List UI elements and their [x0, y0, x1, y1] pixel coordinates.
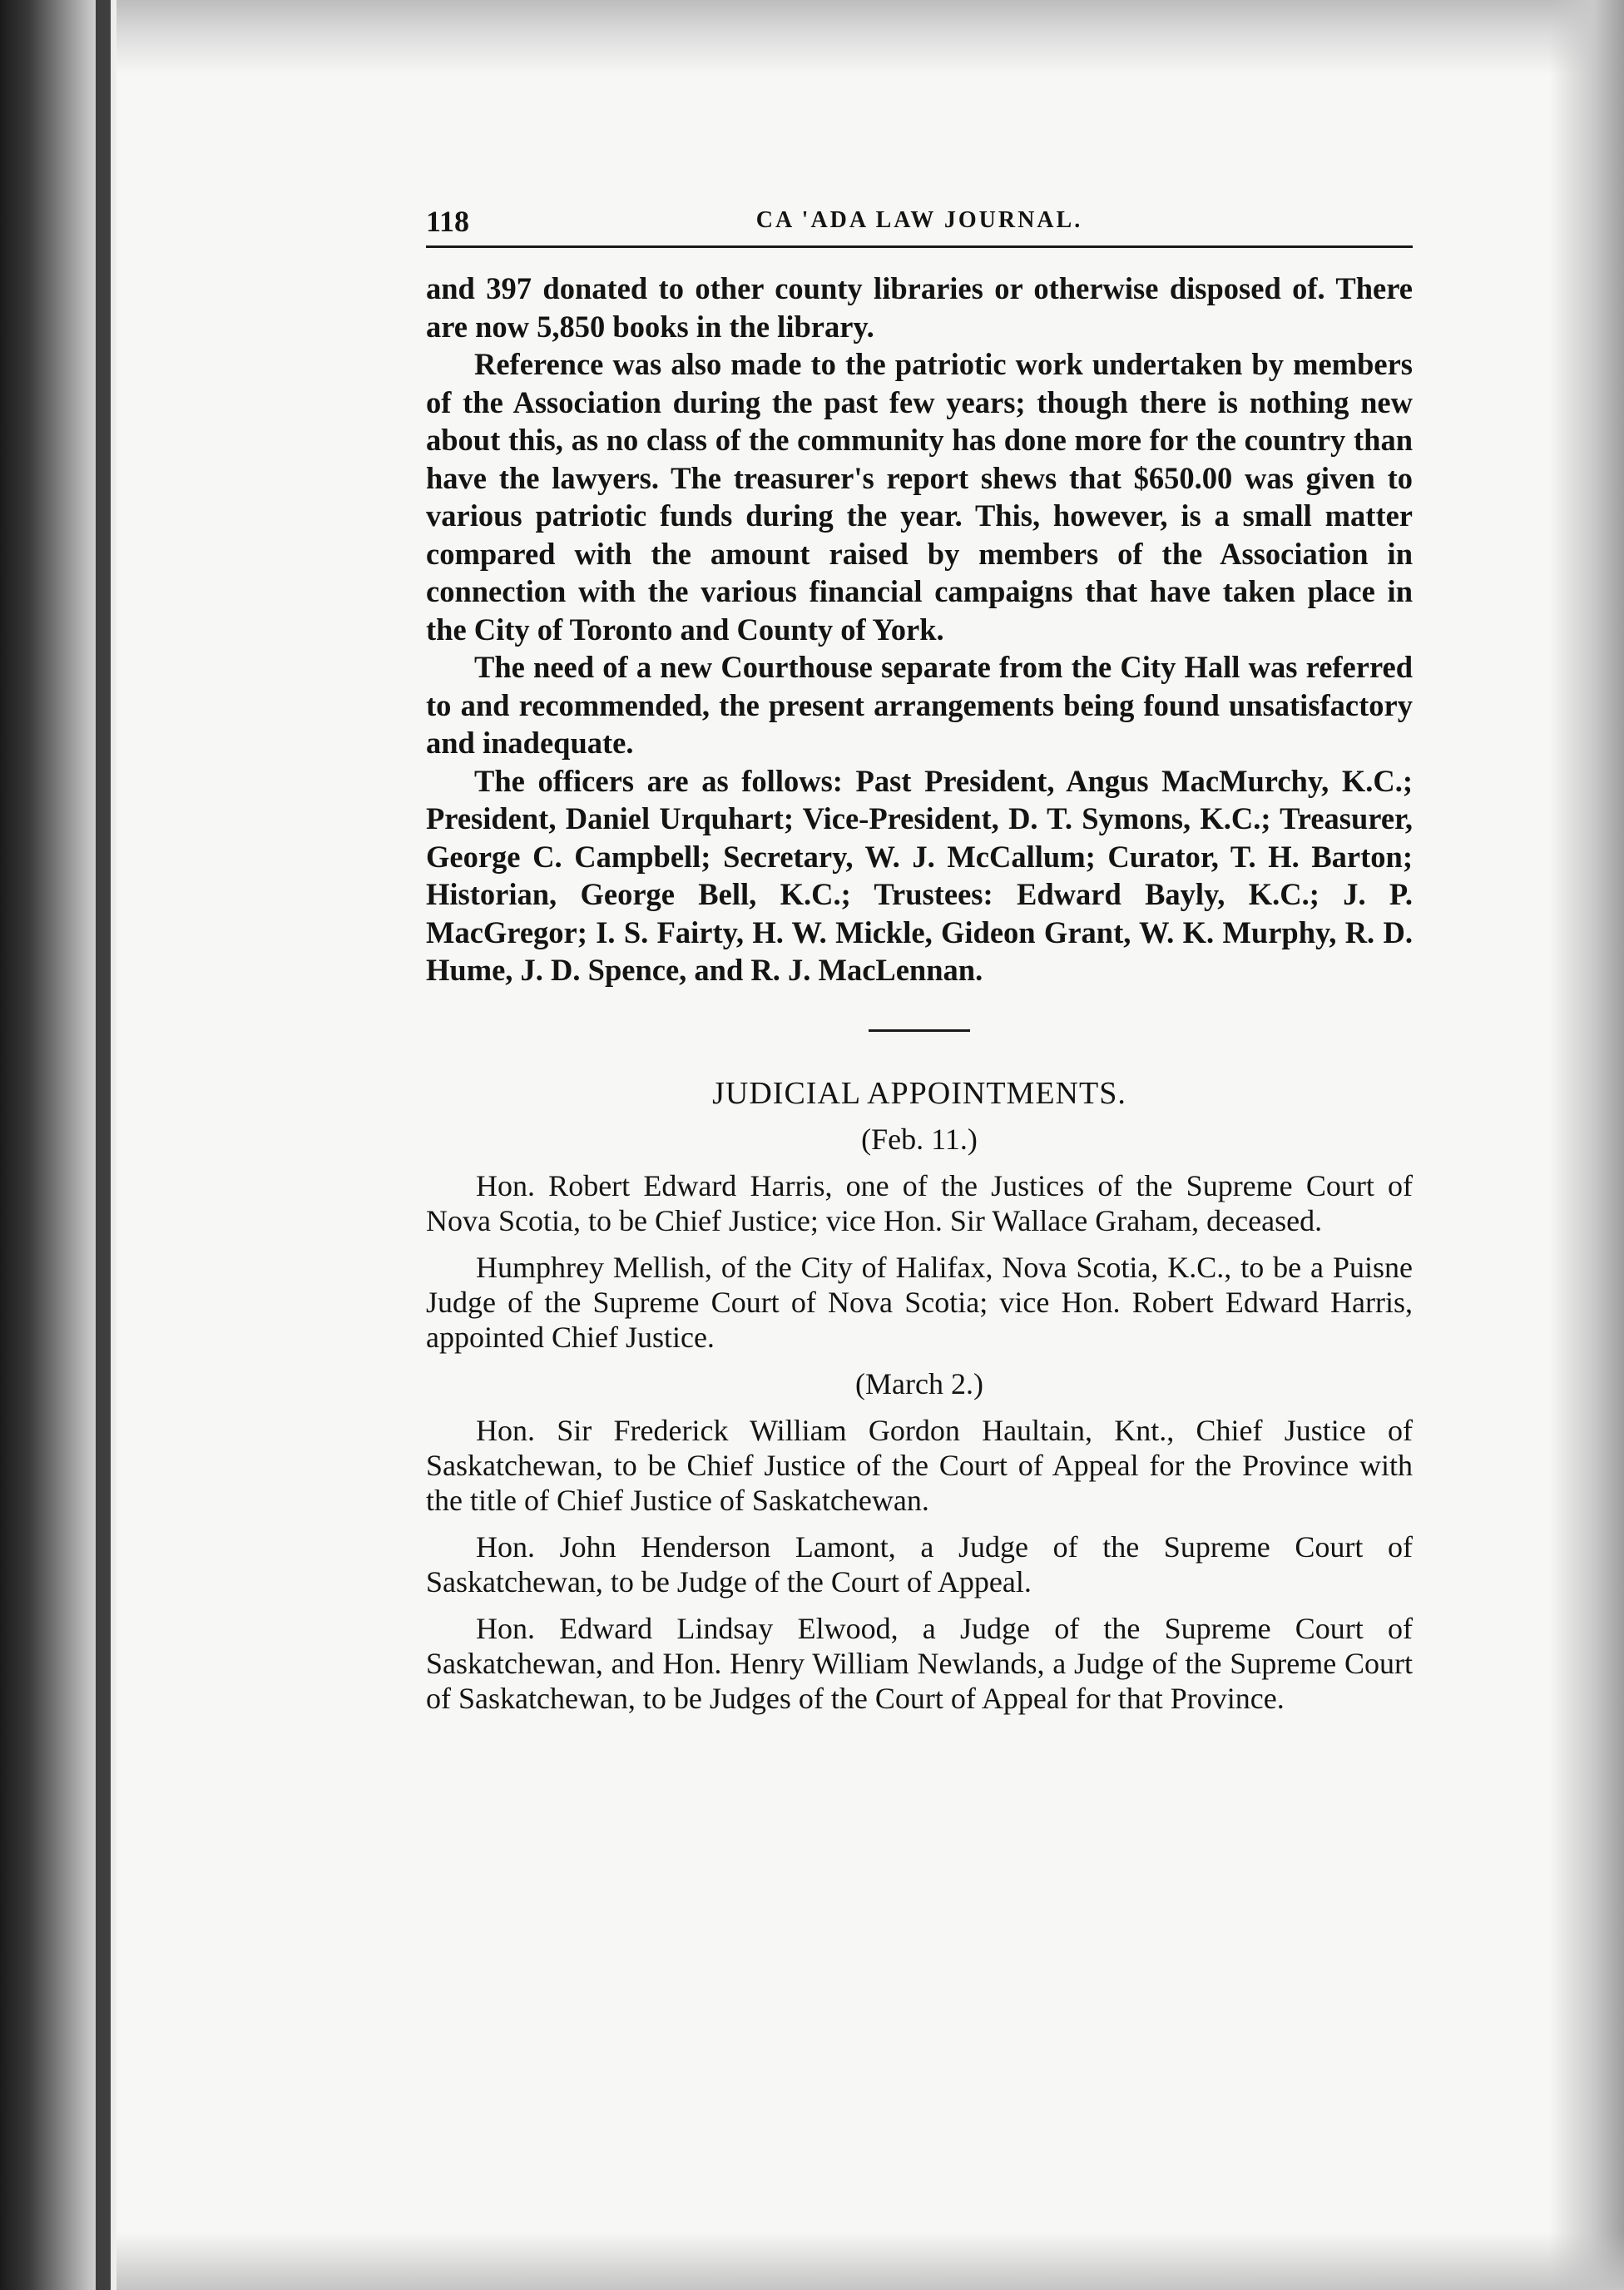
journal-title: CA 'ADA LAW JOURNAL. — [755, 207, 1083, 233]
page-top-edge — [116, 0, 1624, 75]
appointments-march — [426, 1413, 1413, 1716]
section-divider — [869, 1029, 970, 1032]
paragraph-patriotic-work: Reference was also made to the patriotic work undertaken by members of the Association during the past few years; though there is nothing new about this, as no class of the community has done more for the country than have the lawyers. The treasurer's report shews that $650.00 was given to various patriotic funds during the year. This, however, is a small matter compared with the amount raised by members of the Association in connection with the various financial campaigns that have taken place in the City of Toronto and County of York. — [426, 347, 1413, 647]
appointment-entry: Hon. Sir Frederick William Gordon Haultain, Knt., Chief Justice of Saskatchewan, to be Chief Justice of the Court of Appeal for the Province with the title of Chief Justice of Saskatchewan. — [426, 1413, 1413, 1517]
date-heading-feb: (Feb. 11.) — [861, 1122, 978, 1156]
binding-gutter — [96, 0, 111, 2290]
page-content — [426, 204, 1413, 1727]
page-bottom-edge — [116, 2232, 1624, 2290]
appointment-entry: Hon. Robert Edward Harris, one of the Justices of the Supreme Court of Nova Scotia, to be Chief Justice; vice Hon. Sir Wallace Graham, deceased. — [426, 1168, 1413, 1237]
appointment-entry: Hon. Edward Lindsay Elwood, a Judge of the Supreme Court of Saskatchewan, and Hon. Henry William Newlands, a Judge of the Supreme Court of Saskatchewan, to be Judges of the Court of Appeal for that Province. — [426, 1611, 1413, 1715]
section-title: JUDICIAL APPOINTMENTS. — [712, 1075, 1126, 1111]
page-number: 118 — [426, 205, 470, 238]
running-head — [426, 204, 1413, 248]
page-right-edge — [1549, 0, 1624, 2290]
date-heading-march: (March 2.) — [855, 1366, 983, 1400]
appointment-entry: Humphrey Mellish, of the City of Halifax, Nova Scotia, K.C., to be a Puisne Judge of the Supreme Court of Nova Scotia; vice Hon. Robert Edward Harris, appointed Chief Justice. — [426, 1250, 1413, 1354]
paragraph-officers: The officers are as follows: Past President, Angus MacMurchy, K.C.; President, Daniel Urquhart; Vice-President, D. T. Symons, K.C.; Treasurer, George C. Campbell; Secretary, W. J. McCallum; Curator, T. H. Barton; Historian, George Bell, K.C.; Trustees: Edward Bayly, K.C.; J. P. MacGregor; I. S. Fairty, H. W. Mickle, Gideon Grant, W. K. Murphy, R. D. Hume, J. D. Spence, and R. J. MacLennan. — [426, 763, 1413, 987]
appointments-feb — [426, 1168, 1413, 1355]
appointment-entry: Hon. John Henderson Lamont, a Judge of the Supreme Court of Saskatchewan, to be Judge of the Court of Appeal. — [426, 1529, 1413, 1599]
paragraph-library: and 397 donated to other county libraries or otherwise disposed of. There are now 5,850 books in the library. — [426, 271, 1413, 344]
association-report-text — [426, 270, 1413, 989]
paragraph-courthouse: The need of a new Courthouse separate from the City Hall was referred to and recommended, the present arrangements being found unsatisfactory and inadequate. — [426, 650, 1413, 760]
